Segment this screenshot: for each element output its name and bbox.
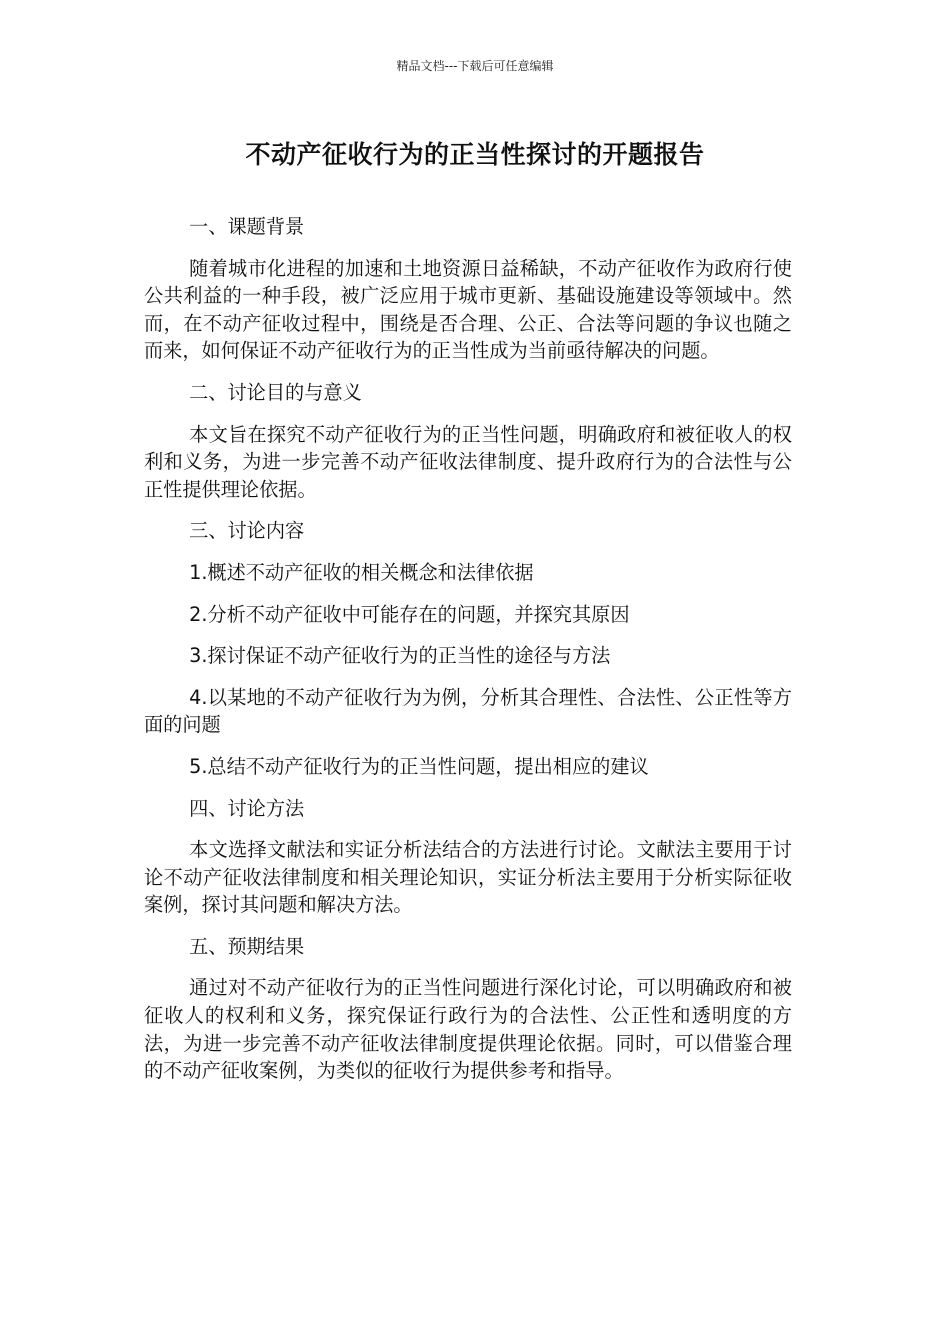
list-item-content-2: 2.分析不动产征收中可能存在的问题，并探究其原因 [189, 602, 630, 626]
section-heading-background: 一、课题背景 [189, 215, 305, 238]
paragraph-background: 随着城市化进程的加速和土地资源日益稀缺，不动产征收作为政府行使公共利益的一种手段，被广泛应用于城市更新、基础设施建设等领域中。然而，在不动产征收过程中，围绕是否合理、公正、合法等问题的争议也随之而来，如何保证不动产征收行为的正当性成为当前亟待解决的问题。 [144, 256, 792, 363]
paragraph-results: 通过对不动产征收行为的正当性问题进行深化讨论，可以明确政府和被征收人的权利和义务，探究保证行政行为的合法性、公正性和透明度的方法，为进一步完善不动产征收法律制度提供理论依据。同时，可以借鉴合理的不动产征收案例，为类似的征收行为提供参考和指导。 [144, 976, 792, 1083]
list-item-content-5: 5.总结不动产征收行为的正当性问题，提出相应的建议 [189, 754, 649, 778]
list-item-content-1: 1.概述不动产征收的相关概念和法律依据 [189, 560, 534, 584]
section-heading-purpose: 二、讨论目的与意义 [189, 380, 362, 404]
section-heading-method: 四、讨论方法 [189, 796, 305, 820]
page-header-watermark: 精品文档---下载后可任意编辑 [396, 59, 554, 73]
paragraph-purpose: 本文旨在探究不动产征收行为的正当性问题，明确政府和被征收人的权利和义务，为进一步完善不动产征收法律制度、提升政府行为的合法性与公正性提供理论依据。 [144, 422, 792, 501]
list-item-content-4: 4.以某地的不动产征收行为为例，分析其合理性、合法性、公正性等方面的问题 [144, 685, 792, 737]
section-heading-results: 五、预期结果 [189, 934, 305, 958]
paragraph-method: 本文选择文献法和实证分析法结合的方法进行讨论。文献法主要用于讨论不动产征收法律制度和相关理论知识，实证分析法主要用于分析实际征收案例，探讨其问题和解决方法。 [144, 838, 792, 917]
document-title: 不动产征收行为的正当性探讨的开题报告 [245, 140, 705, 169]
list-item-content-3: 3.探讨保证不动产征收行为的正当性的途径与方法 [189, 644, 611, 668]
document-body [144, 213, 792, 1099]
section-heading-content: 三、讨论内容 [189, 519, 305, 543]
